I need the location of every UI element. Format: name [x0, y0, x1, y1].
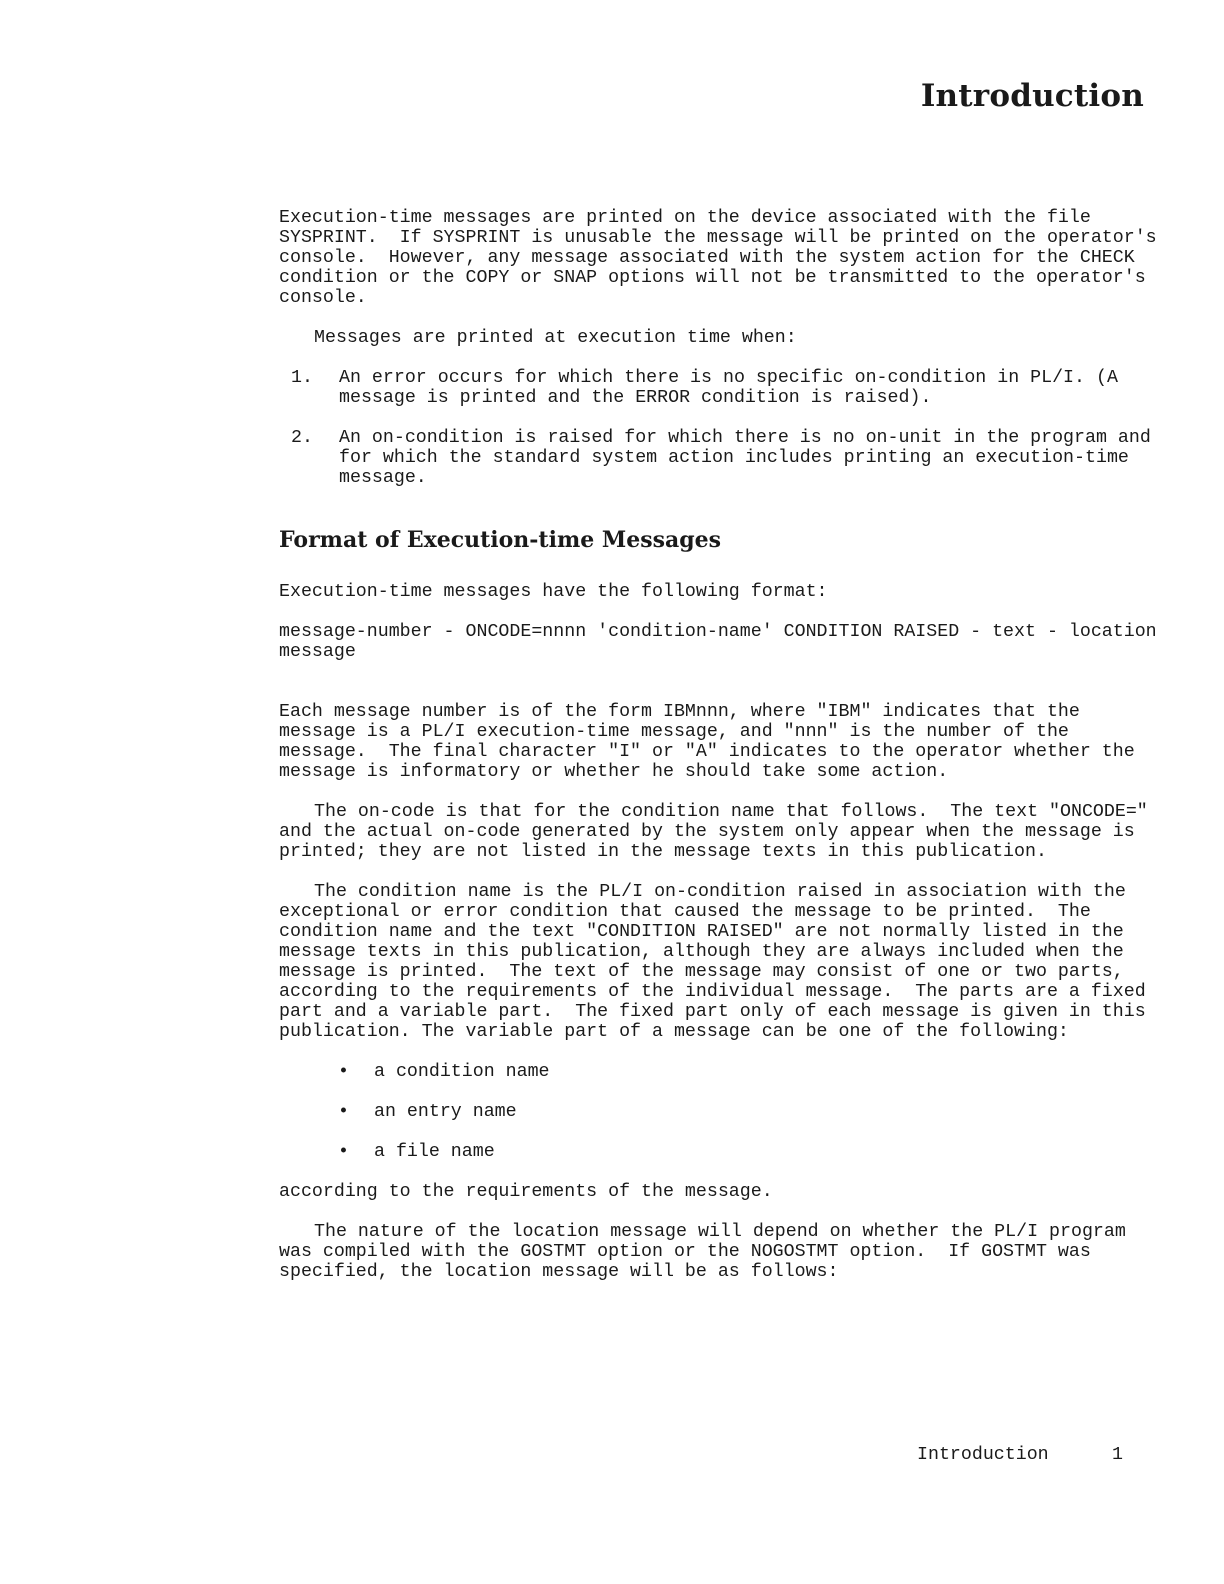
bullet-item	[279, 1062, 1159, 1082]
intro-paragraph: Execution-time messages are printed on the device associated with the file SYSPRINT. If SYSPRINT is unusable the message will be printed on the operator's console. However, any message associated with the system action for the CHECK condition or the COPY or SNAP options will not be transmitted to the operator's console.	[279, 208, 1168, 308]
page-body	[279, 208, 1168, 1302]
list-number: 1.	[291, 368, 313, 388]
message-format-line: message-number - ONCODE=nnnn 'condition-name' CONDITION RAISED - text - location message	[279, 622, 1168, 662]
footer-section-name: Introduction	[917, 1445, 1049, 1465]
list-item	[279, 428, 1159, 488]
page-number: 1	[1112, 1445, 1123, 1465]
intro-lead: Messages are printed at execution time when:	[314, 328, 797, 348]
list-number: 2.	[291, 428, 313, 448]
bullet-text: a condition name	[374, 1062, 550, 1082]
bullet-text: an entry name	[374, 1102, 517, 1122]
after-bullets-text: according to the requirements of the message.	[279, 1182, 773, 1202]
bullet-icon: •	[338, 1142, 349, 1162]
location-message-paragraph: The nature of the location message will depend on whether the PL/I program was compiled with the GOSTMT option or the NOGOSTMT option. If GOSTMT was specified, the location message will be as follows:	[279, 1222, 1137, 1282]
list-item	[279, 368, 1159, 408]
condition-name-paragraph: The condition name is the PL/I on-condition raised in association with the exceptional or error condition that caused the message to be printed. The condition name and the text "CONDITION RAISED" are not normally listed in the message texts in this publication, although they are always included when the message is printed. The text of the message may consist of one or two parts, according to the requirements of the individual message. The parts are a fixed part and a variable part. The fixed part only of each message is given in this publication. The variable part of a message can be one of the following:	[279, 882, 1157, 1042]
oncode-paragraph: The on-code is that for the condition name that follows. The text "ONCODE=" and the actual on-code generated by the system only appear when the message is printed; they are not listed in the message texts in this publication.	[279, 802, 1159, 862]
bullet-text: a file name	[374, 1142, 495, 1162]
bullet-icon: •	[338, 1062, 349, 1082]
bullet-item	[279, 1142, 1159, 1162]
format-lead: Execution-time messages have the following format:	[279, 582, 828, 602]
page-title: Introduction	[920, 78, 1144, 114]
message-number-paragraph: Each message number is of the form IBMnnn, where "IBM" indicates that the message is a PL/I execution-time message, and "nnn" is the number of the message. The final character "I" or "A" indicates to the operator whether the message is informatory or whether he should take some action.	[279, 702, 1146, 782]
bullet-icon: •	[338, 1102, 349, 1122]
section-heading: Format of Execution-time Messages	[279, 527, 722, 553]
bullet-item	[279, 1102, 1159, 1122]
list-text: An on-condition is raised for which there is no on-unit in the program and for which the standard system action includes printing an execution-time message.	[339, 428, 1151, 488]
list-text: An error occurs for which there is no specific on-condition in PL/I. (A message is printed and the ERROR condition is raised).	[339, 368, 1118, 408]
